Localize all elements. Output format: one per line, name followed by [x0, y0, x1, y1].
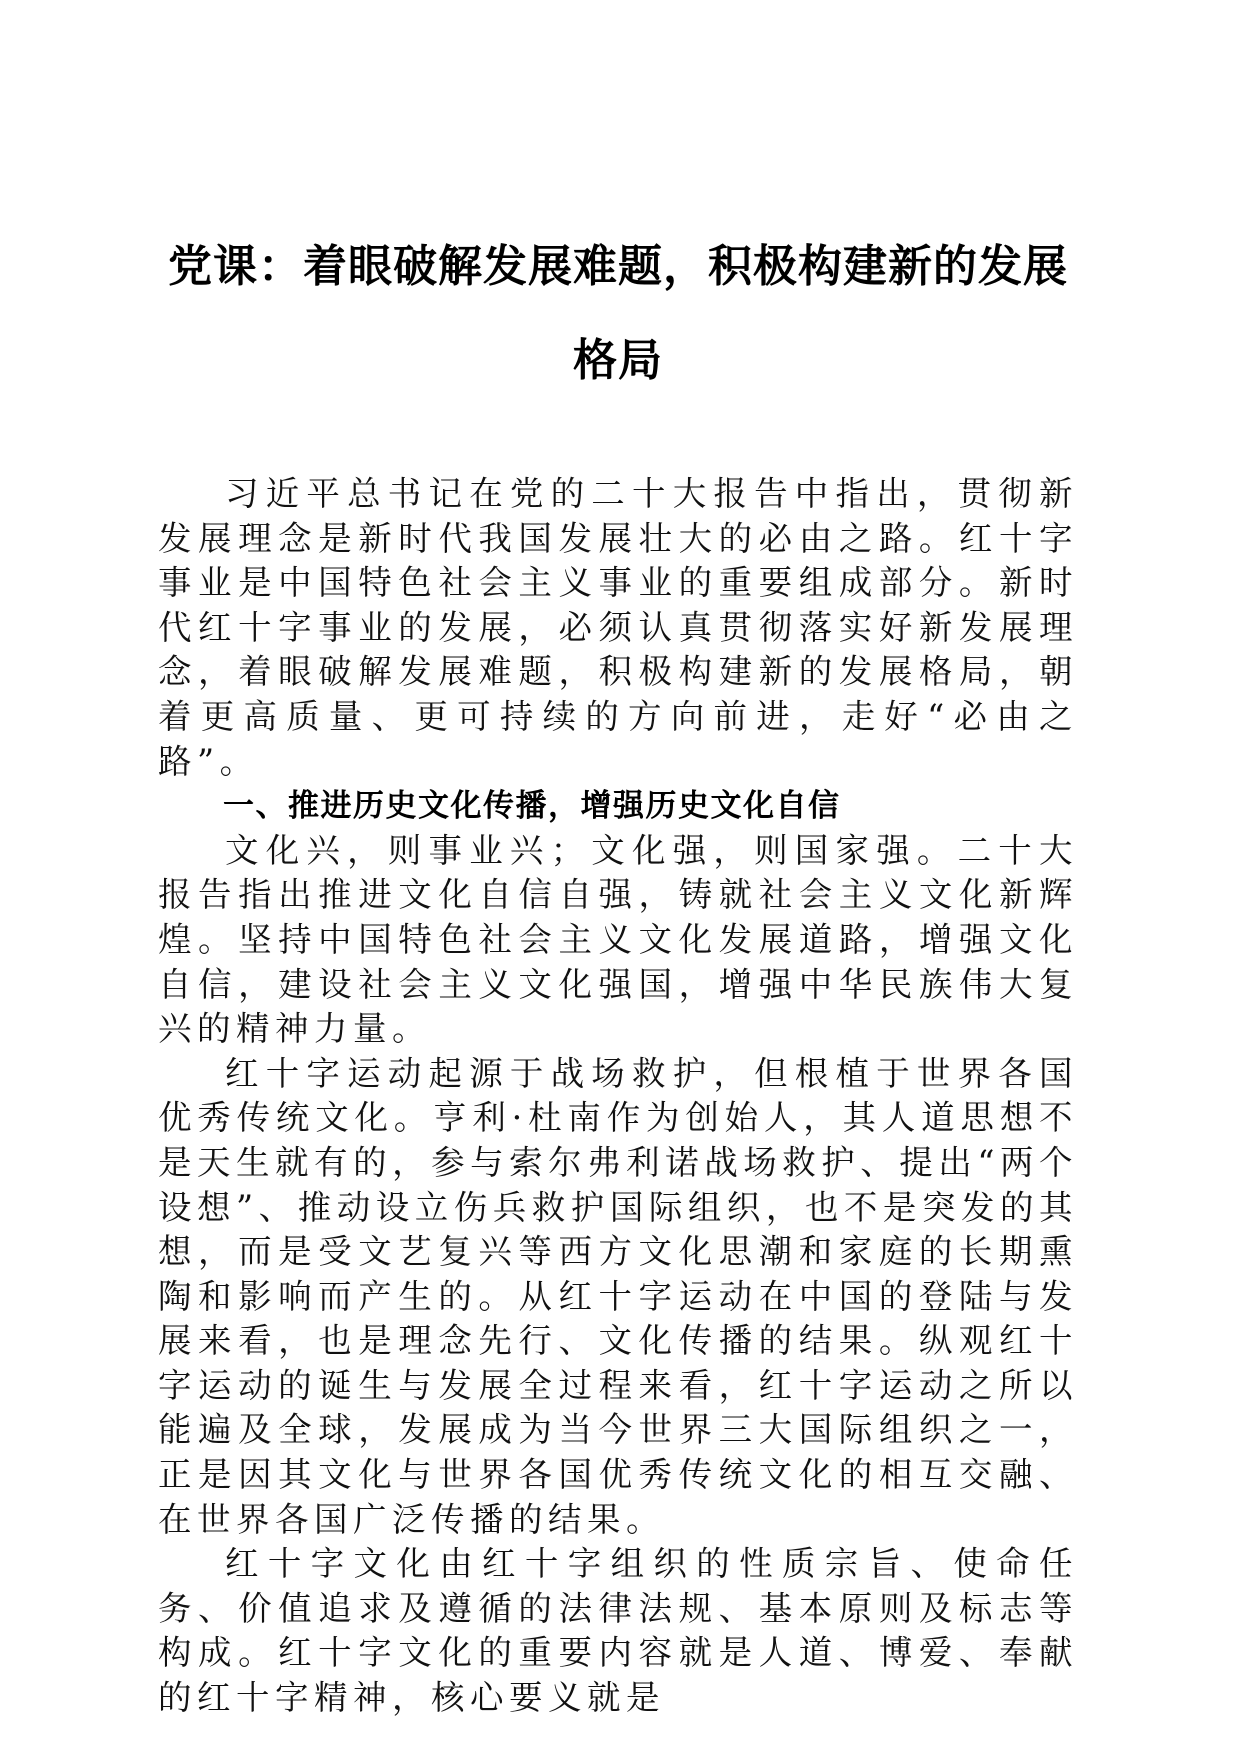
title-line-1: 党课：着眼破解发展难题，积极构建新的发展 [168, 241, 1068, 292]
body-paragraph: 红十字运动起源于战场救护，但根植于世界各国优秀传统文化。亨利·杜南作为创始人，其人道思想不是天生就有的，参与索尔弗利诺战场救护、提出“两个设想”、推动设立伤兵救护国际组织，也不是突发的其想，而是受文艺复兴等西方文化思潮和家庭的长期熏陶和影响而产生的。从红十字运动在中国的登陆与发展来看，也是理念先行、文化传播的结果。纵观红十字运动的诞生与发展全过程来看，红十字运动之所以能遍及全球，发展成为当今世界三大国际组织之一，正是因其文化与世界各国优秀传统文化的相互交融、在世界各国广泛传播的结果。 [158, 1053, 1078, 1539]
body-paragraph: 红十字文化由红十字组织的性质宗旨、使命任务、价值追求及遵循的法律法规、基本原则及标志等构成。红十字文化的重要内容就是人道、博爱、奉献的红十字精神，核心要义就是 [158, 1544, 1078, 1718]
intro-paragraph: 习近平总书记在党的二十大报告中指出，贯彻新发展理念是新时代我国发展壮大的必由之路。红十字事业是中国特色社会主义事业的重要组成部分。新时代红十字事业的发展，必须认真贯彻落实好新发展理念，着眼破解发展难题，积极构建新的发展格局，朝着更高质量、更可持续的方向前进，走好“必由之路”。 [158, 474, 1078, 781]
document-body [158, 472, 1078, 1721]
section-heading: 一、推进历史文化传播，增强历史文化自信 [223, 788, 841, 825]
body-paragraph: 文化兴，则事业兴；文化强，则国家强。二十大报告指出推进文化自信自强，铸就社会主义文化新辉煌。坚持中国特色社会主义文化发展道路，增强文化自信，建设社会主义文化强国，增强中华民族伟大复兴的精神力量。 [158, 830, 1078, 1049]
document-title [158, 220, 1078, 408]
title-line-2: 格局 [573, 335, 663, 386]
